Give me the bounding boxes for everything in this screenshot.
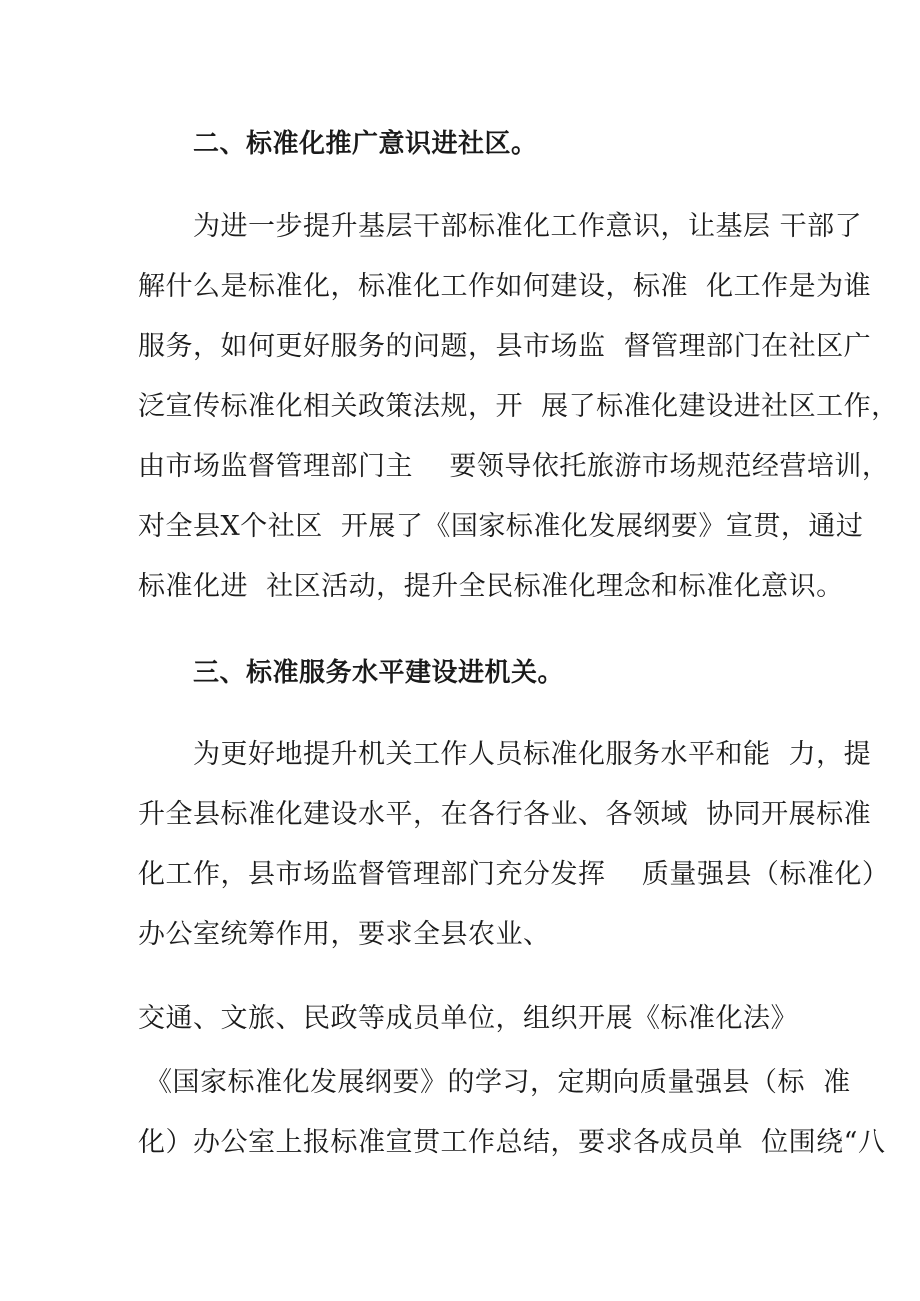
section-2-heading: 二、标准化推广意识进社区。 [193, 129, 538, 159]
section-3-line-2: 升全县标准化建设水平，在各行各业、各领域 协同开展标准 [138, 799, 872, 830]
section-3-line-7: 化）办公室上报标准宣贯工作总结，要求各成员单 位围绕“八 [138, 1127, 886, 1158]
section-2-line-1: 为进一步提升基层干部标准化工作意识，让基层 干部了 [193, 211, 863, 242]
section-2-line-4: 泛宣传标准化相关政策法规，开 展了标准化建设进社区工作， [138, 391, 899, 422]
section-2-line-7: 标准化进 社区活动，提升全民标准化理念和标准化意识。 [138, 571, 844, 602]
section-3-line-4: 办公室统筹作用，要求全县农业、 [138, 919, 551, 950]
section-3-line-6: 《国家标准化发展纲要》的学习，定期向质量强县（标 准 [145, 1067, 851, 1098]
section-2-line-5: 由市场监督管理部门主 要领导依托旅游市场规范经营培训， [138, 451, 890, 482]
section-2-line-3: 服务，如何更好服务的问题，县市场监 督管理部门在社区广 [138, 331, 872, 362]
section-3-line-5: 交通、文旅、民政等成员单位，组织开展《标准化法》 [138, 1003, 798, 1034]
section-2-line-2: 解什么是标准化，标准化工作如何建设，标准 化工作是为谁 [138, 271, 872, 302]
section-3-line-1: 为更好地提升机关工作人员标准化服务水平和能 力，提 [193, 739, 872, 770]
section-2-line-6: 对全县X个社区 开展了《国家标准化发展纲要》宣贯，通过 [138, 511, 864, 542]
section-3-line-3: 化工作，县市场监督管理部门充分发挥 质量强县（标准化） [138, 859, 890, 890]
section-3-heading: 三、标准服务水平建设进机关。 [193, 658, 565, 688]
